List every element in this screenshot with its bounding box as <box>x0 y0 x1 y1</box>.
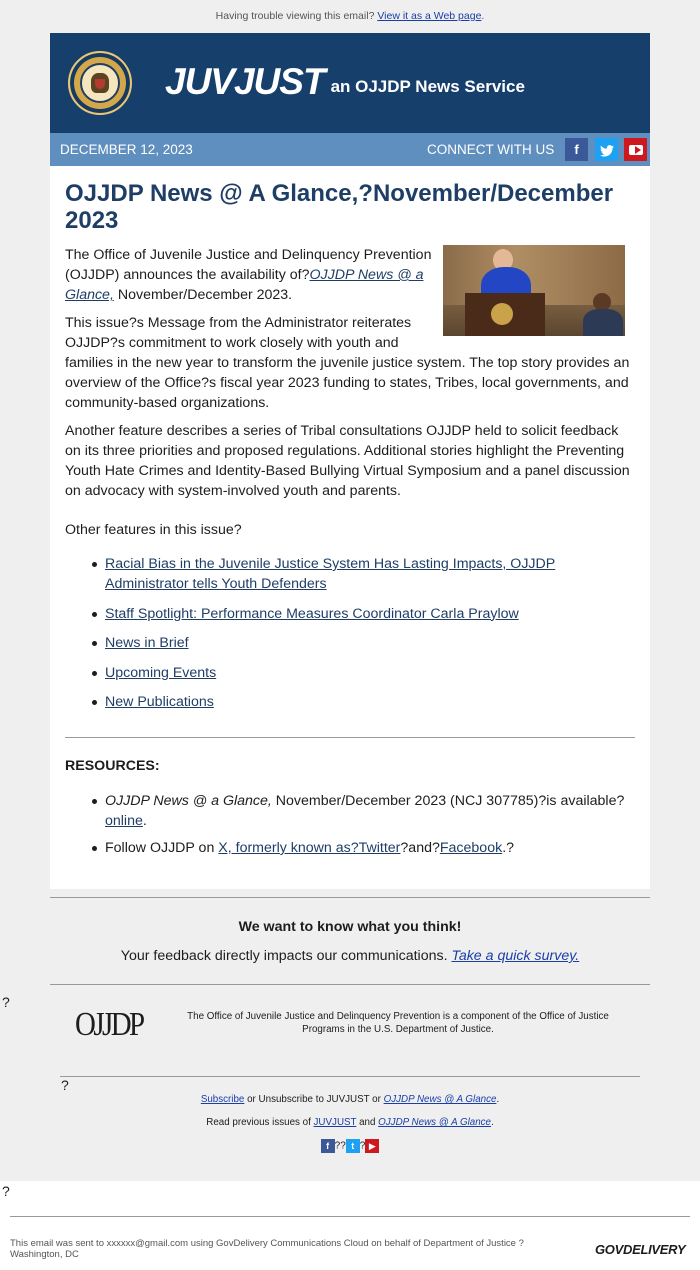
news-glance-subscribe-link[interactable]: OJJDP News @ A Glance <box>383 1094 497 1105</box>
juvjust-archive-link[interactable]: JUVJUST <box>313 1117 357 1128</box>
brand-subtitle: an OJJDP News Service <box>330 77 525 96</box>
divider <box>60 1076 640 1077</box>
divider <box>10 1216 690 1217</box>
ojjdp-description: The Office of Juvenile Justice and Delinquency Prevention is a component of the Office of Justice Programs in the U.S. Department of Justice. <box>187 1011 609 1035</box>
youtube-icon[interactable] <box>624 138 647 161</box>
twitter-icon[interactable] <box>595 138 618 161</box>
subscribe-link[interactable]: Subscribe <box>200 1094 245 1105</box>
brand-title: JUVJUST <box>165 61 325 102</box>
feature-link-news-in-brief[interactable]: News in Brief <box>105 635 189 651</box>
preheader: Having trouble viewing this email? View it as a Web page. <box>215 10 485 22</box>
placeholder-glyph: ? <box>61 1077 69 1093</box>
divider <box>50 897 650 898</box>
feature-link-upcoming-events[interactable]: Upcoming Events <box>105 664 217 681</box>
list-item <box>105 554 635 594</box>
feedback-text: Your feedback directly impacts our communications. Take a quick survey. <box>120 948 580 964</box>
list-item <box>105 692 635 712</box>
issue-date: DECEMBER 12, 2023 <box>60 142 193 157</box>
list-item <box>105 633 635 653</box>
facebook-icon[interactable]: f <box>321 1139 335 1153</box>
online-link[interactable]: online <box>105 813 143 829</box>
news-glance-archive-link[interactable]: OJJDP News @ A Glance <box>378 1117 491 1128</box>
ojjdp-logo: OJJDP <box>75 1006 143 1043</box>
administrator-photo <box>443 245 625 336</box>
date-bar <box>50 133 650 166</box>
other-features-intro: Other features in this issue? <box>65 522 242 538</box>
list-item: Follow OJJDP on X, formerly known as?Twitter?and?Facebook.? <box>105 838 635 858</box>
feature-link-racial-bias[interactable]: Racial Bias in the Juvenile Justice System Has Lasting Impacts, OJJDP Administrator tells Youth Defenders <box>105 556 556 592</box>
divider <box>50 984 650 985</box>
header-banner <box>50 33 650 133</box>
survey-link[interactable]: Take a quick survey. <box>451 948 580 964</box>
news-at-a-glance-link[interactable]: OJJDP News @ a Glance, <box>65 267 424 303</box>
intro-paragraph: The Office of Juvenile Justice and Delinquency Prevention (OJJDP) announces the availability of?OJJDP News @ a Glance, November/December 2023. <box>65 247 432 303</box>
article-title: OJJDP News @ A Glance,?November/December 2023 <box>65 180 614 234</box>
message-paragraph-part1: This issue?s Message from the Administrator reiterates OJJDP?s commitment to work closely with youth and <box>65 315 412 351</box>
feedback-heading: We want to know what you think! <box>238 919 462 935</box>
sent-notice: This email was sent to xxxxxx@gmail.com using GovDelivery Communications Cloud on behalf of Department of Justice ? Washington, DC <box>10 1238 524 1260</box>
subscribe-line: Subscribe or Unsubscribe to JUVJUST or OJJDP News @ A Glance. <box>200 1094 500 1105</box>
govdelivery-logo[interactable]: GOVDELIVERY <box>595 1242 686 1257</box>
twitter-link[interactable]: X, formerly known as?Twitter <box>218 840 401 856</box>
read-previous-line: Read previous issues of JUVJUST and OJJDP News @ A Glance. <box>206 1117 494 1128</box>
youtube-icon[interactable]: ▶ <box>365 1139 379 1153</box>
twitter-icon[interactable]: t <box>346 1139 360 1153</box>
features-list <box>105 554 635 722</box>
preheader-text: Having trouble viewing this email? <box>215 10 375 22</box>
resources-list <box>105 791 635 865</box>
footer-social: f ?? t ? ▶ <box>0 1139 700 1153</box>
view-web-page-link[interactable]: View it as a Web page <box>377 10 482 22</box>
list-item <box>105 604 635 624</box>
placeholder-glyph: ? <box>2 1183 10 1199</box>
list-item: OJJDP News @ a Glance, November/December 2023 (NCJ 307785)?is available? online. <box>105 791 635 831</box>
list-item <box>105 663 635 683</box>
connect-label: CONNECT WITH US <box>427 142 555 157</box>
placeholder-glyph: ? <box>2 994 10 1010</box>
resources-heading: RESOURCES: <box>65 758 160 774</box>
section-divider <box>65 737 635 738</box>
feature-link-staff-spotlight[interactable]: Staff Spotlight: Performance Measures Coordinator Carla Praylow <box>105 605 519 622</box>
facebook-link[interactable]: Facebook <box>439 840 503 856</box>
brand <box>165 61 525 103</box>
feature-link-new-publications[interactable]: New Publications <box>105 694 214 710</box>
message-paragraph-part2: families in the new year to transform the juvenile justice system. The top story provides an overview of the Office?s fiscal year 2023 funding to states, Tribes, local governments, and community-based organizations. <box>65 355 630 411</box>
feature-paragraph: Another feature describes a series of Tribal consultations OJJDP held to solicit feedback on its three priorities and proposed regulations. Additional stories highlight the Preventing Youth Hate Crimes and Identity-Based Bullying Virtual Symposium and a panel discussion on advocacy with system-involved youth and parents. <box>65 423 630 499</box>
doj-seal-icon <box>68 51 132 115</box>
facebook-icon[interactable]: f <box>565 138 588 161</box>
